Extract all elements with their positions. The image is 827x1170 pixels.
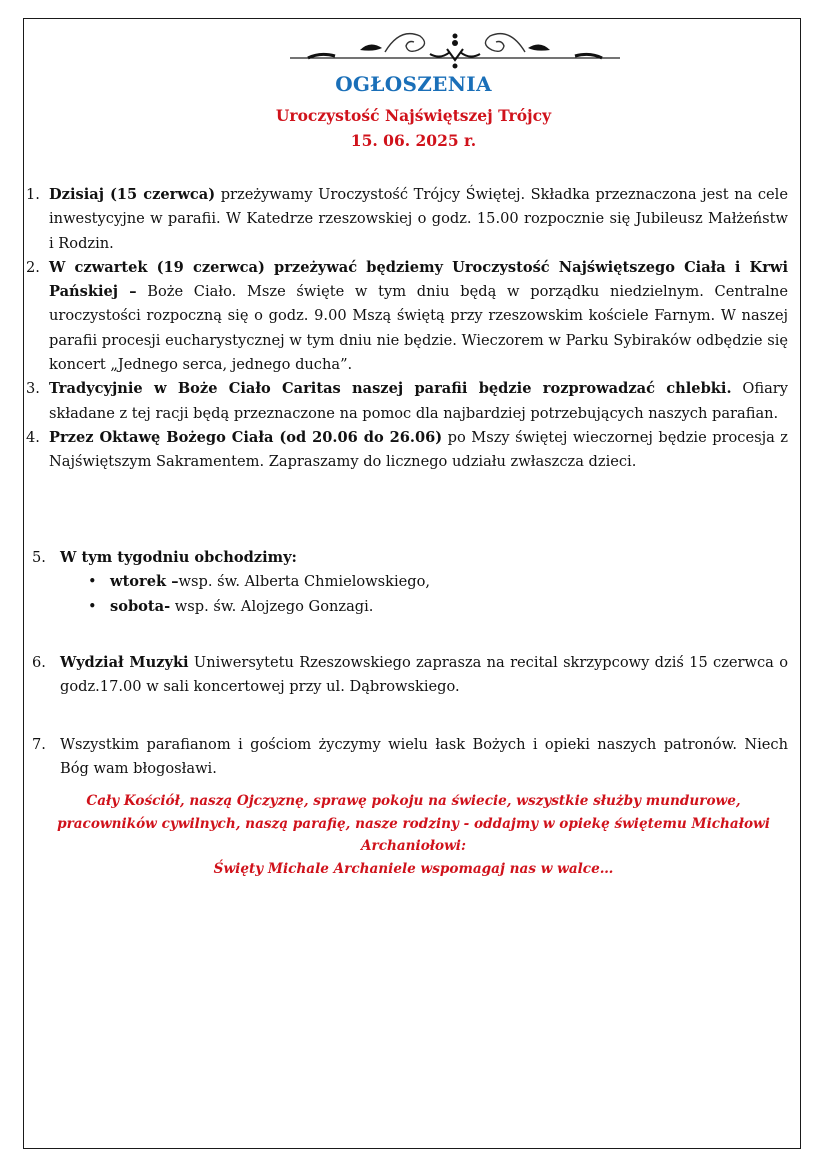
- item-heading: W tym tygodniu obchodzimy:: [60, 549, 297, 566]
- item-text: Uniwersytetu Rzeszowskiego zaprasza na recital skrzypcowy dziś 15 czerwca o godz.17.00 w sali koncertowej przy ul. Dąbrowskiego.: [60, 654, 788, 696]
- announcements-list-part3: [26, 651, 788, 700]
- item-number: 2.: [26, 258, 40, 276]
- weekday-label: sobota-: [110, 597, 171, 615]
- decorative-flourish-icon: [290, 22, 620, 74]
- item-heading: W czwartek (19 czerwca) przeżywać będziemy Uroczystość Najświętszego Ciała i Krwi Pańskiej –: [49, 258, 788, 301]
- saint-name: wsp. św. Alberta Chmielowskiego,: [178, 573, 431, 591]
- saint-day-item: [26, 595, 788, 619]
- item-heading: Tradycyjnie w Boże Ciało Caritas naszej parafii będzie rozprowadzać chlebki.: [49, 380, 732, 398]
- prayer-line: Archaniołowi:: [361, 838, 466, 854]
- item-number: 7.: [32, 736, 46, 753]
- announcement-item: [26, 426, 788, 475]
- bullet-icon: •: [88, 597, 97, 615]
- item-text: po Mszy świętej wieczornej będzie procesja z Najświętszym Sakramentem. Zapraszamy do licznego udziału zwłaszcza dzieci.: [49, 428, 788, 471]
- prayer-line: Święty Michale Archaniele wspomagaj nas w walce…: [213, 860, 614, 877]
- saint-name: wsp. św. Alojzego Gonzagi.: [170, 597, 374, 615]
- announcement-item: [26, 183, 788, 256]
- item-text: Wszystkim parafianom i gościom życzymy wielu łask Bożych i opieki naszych patronów. Niech Bóg wam błogosławi.: [60, 736, 788, 778]
- saints-week-list: [26, 570, 788, 619]
- bullet-icon: •: [88, 573, 97, 591]
- item-text: Ofiary składane z tej racji będą przeznaczone na pomoc dla najbardziej potrzebujących naszych parafian.: [49, 380, 788, 422]
- item-heading: Wydział Muzyki: [60, 654, 189, 671]
- item-number: 1.: [26, 186, 40, 203]
- feast-subtitle: Uroczystość Najświętszej Trójcy: [275, 106, 552, 125]
- announcement-item: [26, 651, 788, 700]
- prayer-line: Cały Kościół, naszą Ojczyznę, sprawę pokoju na świecie, wszystkie służby mundurowe,: [86, 793, 741, 809]
- prayer-line: pracowników cywilnych, naszą parafię, nasze rodziny - oddajmy w opiekę świętemu Michałowi: [57, 815, 770, 832]
- announcements-list-part4: [26, 733, 788, 782]
- announcement-date: 15. 06. 2025 r.: [350, 131, 477, 150]
- announcement-item: [26, 256, 788, 377]
- saint-day-item: [26, 570, 788, 594]
- item-number: 6.: [32, 654, 46, 671]
- announcements-list-part2: [26, 546, 788, 619]
- item-text: Boże Ciało. Msze święte w tym dniu będą w porządku niedzielnym. Centralne uroczystości rozpoczną się o godz. 9.00 Mszą świętą przy rzeszowskim kościele Farnym. W naszej parafii procesji eucharystycznej w tym dniu nie będzie. Wieczorem w Parku Sybiraków odbędzie się koncert „Jednego serca, jednego ducha”.: [49, 283, 789, 374]
- announcements-list-part1: [26, 183, 788, 475]
- item-number: 5.: [32, 549, 46, 566]
- weekday-label: wtorek –: [110, 573, 179, 591]
- item-text: przeżywamy Uroczystość Trójcy Świętej. Składka przeznaczona jest na cele inwestycyjne w parafii. W Katedrze rzeszowskiej o godz. 15.00 rozpocznie się Jubileusz Małżeństw i Rodzin.: [49, 186, 788, 252]
- prayer-block: [26, 790, 801, 880]
- announcement-item: [26, 377, 788, 426]
- item-heading: Przez Oktawę Bożego Ciała (od 20.06 do 26.06): [49, 428, 443, 446]
- page-title: OGŁOSZENIA: [335, 72, 492, 96]
- item-number: 4.: [26, 428, 40, 446]
- announcement-item: [26, 733, 788, 782]
- announcement-item: [26, 546, 788, 570]
- item-heading: Dzisiaj (15 czerwca): [49, 186, 216, 203]
- item-number: 3.: [26, 380, 40, 398]
